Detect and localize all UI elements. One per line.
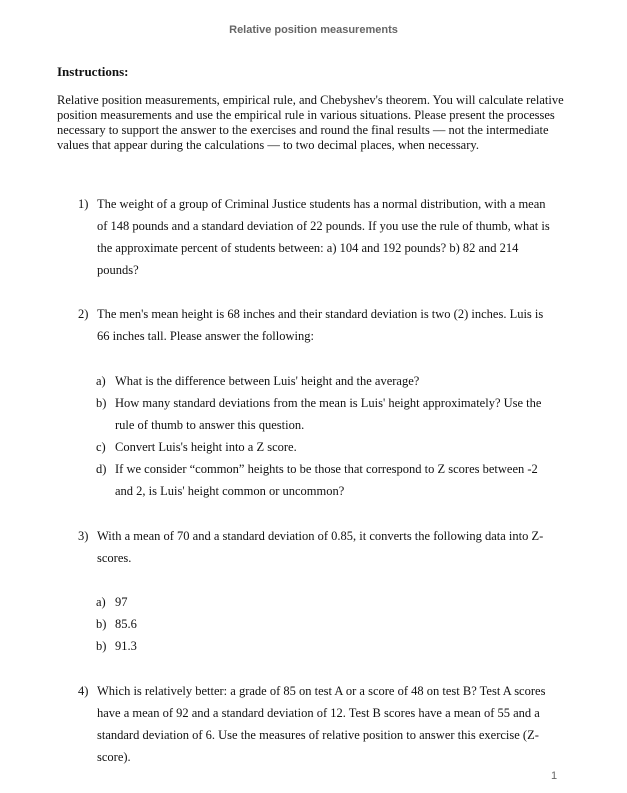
instructions-body: Relative position measurements, empirical rule, and Chebyshev's theorem. You will calculate relative position measurements and use the empirical rule in various situations. Please present the processes necessary to support the answer to the exercises and round the final results — not the intermediate values that appear during the calculations — to two decimal places, when necessary. bbox=[57, 93, 564, 152]
question-2 bbox=[78, 303, 556, 347]
instructions-title: Instructions: bbox=[57, 64, 129, 79]
question-2-sub-d bbox=[96, 458, 556, 502]
question-number: 2) bbox=[78, 307, 89, 321]
sub-item-text: 97 bbox=[115, 595, 128, 609]
question-number: 3) bbox=[78, 529, 89, 543]
sub-item-text: 91.3 bbox=[115, 639, 137, 653]
question-number: 1) bbox=[78, 197, 89, 211]
sub-item-text: If we consider “common” heights to be those that correspond to Z scores between -2 and 2, is Luis' height common or uncommon? bbox=[115, 462, 538, 498]
question-4 bbox=[78, 680, 556, 768]
sub-item-text: How many standard deviations from the mean is Luis' height approximately? Use the rule of thumb to answer this question. bbox=[115, 396, 542, 432]
sub-item-label: d) bbox=[96, 462, 107, 476]
question-text: Which is relatively better: a grade of 85 on test A or a score of 48 on test B? Test A scores have a mean of 92 and a standard deviation of 12. Test B scores have a mean of 55 and a standard deviation of 6. Use the measures of relative position to answer this exercise (Z-score). bbox=[97, 684, 546, 764]
sub-item-label: b) bbox=[96, 617, 107, 631]
question-text: With a mean of 70 and a standard deviation of 0.85, it converts the following data into Z-scores. bbox=[97, 529, 544, 565]
sub-item-text: What is the difference between Luis' height and the average? bbox=[115, 374, 420, 388]
question-number: 4) bbox=[78, 684, 89, 698]
question-text: The weight of a group of Criminal Justice students has a normal distribution, with a mean of 148 pounds and a standard deviation of 22 pounds. If you use the rule of thumb, what is the approximate percent of students between: a) 104 and 192 pounds? b) 82 and 214 pounds? bbox=[97, 197, 550, 277]
page-number: 1 bbox=[551, 770, 558, 782]
sub-item-label: a) bbox=[96, 374, 106, 388]
question-2-sub-b bbox=[96, 392, 556, 436]
sub-item-label: c) bbox=[96, 440, 106, 454]
question-1 bbox=[78, 193, 556, 281]
question-3 bbox=[78, 525, 556, 569]
question-2-sub-c bbox=[96, 436, 556, 458]
question-3-sub-c bbox=[96, 635, 556, 657]
sub-item-label: b) bbox=[96, 639, 107, 653]
question-text: The men's mean height is 68 inches and their standard deviation is two (2) inches. Luis is 66 inches tall. Please answer the following: bbox=[97, 307, 544, 343]
sub-item-text: Convert Luis's height into a Z score. bbox=[115, 440, 297, 454]
sub-item-label: b) bbox=[96, 396, 107, 410]
sub-item-text: 85.6 bbox=[115, 617, 137, 631]
question-2-sub-a bbox=[96, 370, 556, 392]
page-header-title: Relative position measurements bbox=[229, 24, 398, 36]
question-3-sub-a bbox=[96, 591, 556, 613]
sub-item-label: a) bbox=[96, 595, 106, 609]
question-3-sub-b bbox=[96, 613, 556, 635]
